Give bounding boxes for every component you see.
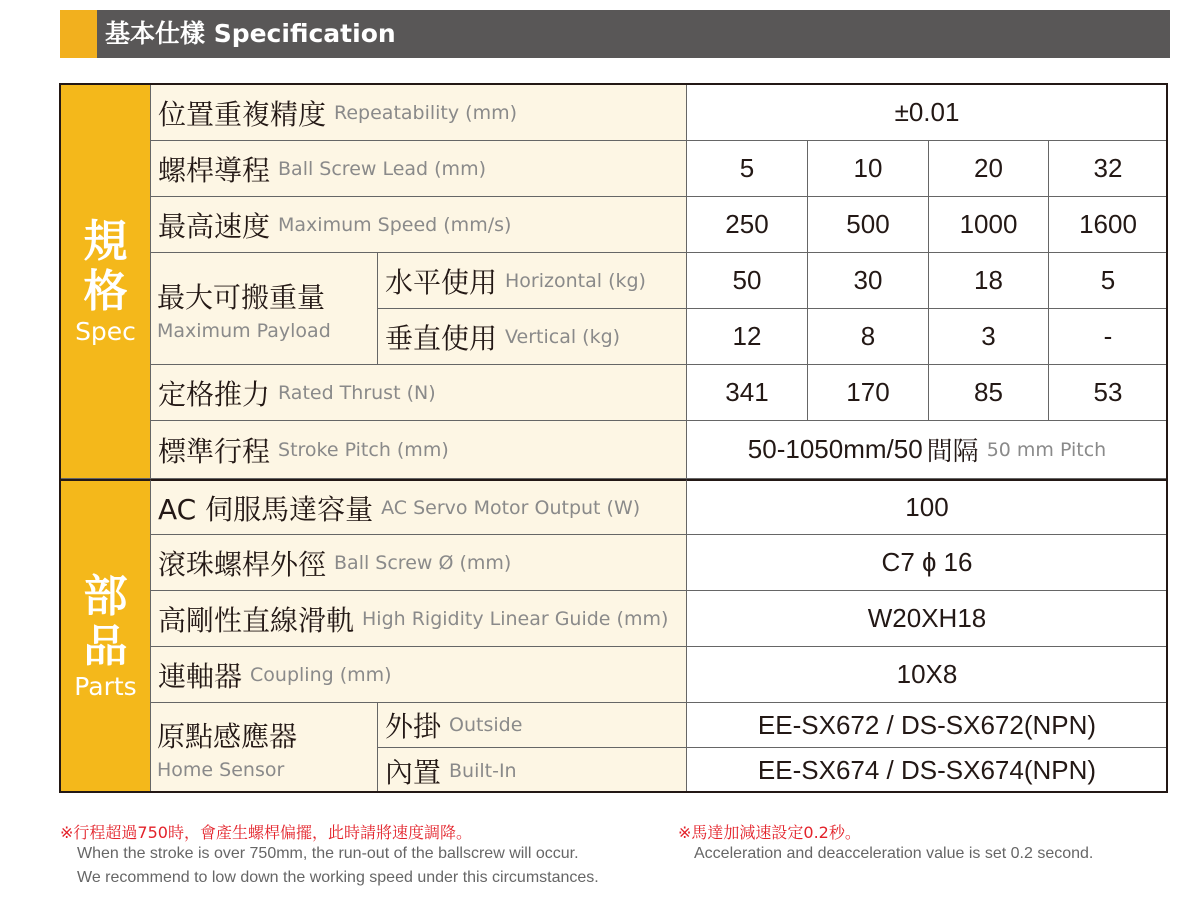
row-motor-label (151, 479, 687, 535)
group-parts (61, 479, 151, 793)
speed-en: Maximum Speed (mm/s) (278, 213, 512, 236)
thrust-en: Rated Thrust (N) (278, 381, 436, 404)
thrust-value-1: 341 (687, 365, 808, 421)
group-spec (61, 85, 151, 479)
row-repeatability-label (151, 85, 687, 141)
thrust-zh: 定格推力 (158, 377, 271, 411)
note-right-en: Acceleration and deacceleration value is set 0.2 second. (694, 845, 1094, 862)
coupling-zh: 連軸器 (158, 659, 243, 693)
sensor-builtin-zh: 內置 (385, 755, 442, 789)
payload-en: Maximum Payload (157, 319, 331, 342)
speed-value-3: 1000 (929, 197, 1049, 253)
group-parts-zh: 部品 (83, 571, 128, 672)
sensor-en: Home Sensor (157, 759, 285, 781)
lead-en: Ball Screw Lead (mm) (278, 157, 486, 180)
vertical-value-2: 8 (808, 309, 929, 365)
horizontal-value-3: 18 (929, 253, 1049, 309)
row-sensor-outside-label (378, 703, 687, 748)
group-parts-en: Parts (74, 672, 137, 701)
screw-dia-zh: 滾珠螺桿外徑 (158, 547, 327, 581)
guide-en: High Rigidity Linear Guide (mm) (362, 607, 669, 630)
horizontal-zh: 水平使用 (385, 265, 498, 299)
group-spec-en: Spec (75, 316, 136, 346)
speed-value-1: 250 (687, 197, 808, 253)
row-horizontal-label (378, 253, 687, 309)
row-stroke-label (151, 421, 687, 479)
row-speed-label (151, 197, 687, 253)
sensor-builtin-value: EE-SX674 / DS-SX674(NPN) (687, 748, 1168, 793)
coupling-en: Coupling (mm) (250, 663, 392, 686)
speed-zh: 最高速度 (158, 209, 271, 243)
stroke-interval-en: 50 mm Pitch (986, 438, 1107, 461)
stroke-interval-zh: 間隔 (926, 437, 979, 467)
row-guide-label (151, 591, 687, 647)
guide-value: W20XH18 (687, 591, 1168, 647)
motor-value: 100 (687, 479, 1168, 535)
vertical-en: Vertical (kg) (505, 325, 621, 348)
vertical-value-3: 3 (929, 309, 1049, 365)
horizontal-value-1: 50 (687, 253, 808, 309)
row-sensor-builtin-label (378, 748, 687, 793)
note-right-zh: ※馬達加減速設定0.2秒。 (678, 823, 861, 842)
horizontal-value-4: 5 (1049, 253, 1168, 309)
lead-value-2: 10 (808, 141, 929, 197)
sensor-zh: 原點感應器 (157, 720, 298, 753)
stroke-range: 50-1050mm/50 (747, 434, 923, 464)
speed-value-4: 1600 (1049, 197, 1168, 253)
note-left-en-1: When the stroke is over 750mm, the run-out of the ballscrew will occur. (77, 845, 579, 862)
group-spec-zh: 規格 (83, 215, 128, 317)
lead-value-3: 20 (929, 141, 1049, 197)
row-screw-dia-label (151, 535, 687, 591)
header-accent (60, 10, 97, 58)
lead-zh: 螺桿導程 (158, 153, 271, 187)
spec-table (59, 83, 1168, 793)
vertical-value-4: - (1049, 309, 1168, 365)
thrust-value-2: 170 (808, 365, 929, 421)
horizontal-value-2: 30 (808, 253, 929, 309)
repeatability-en: Repeatability (mm) (334, 101, 518, 124)
payload-zh: 最大可搬重量 (157, 280, 326, 314)
vertical-value-1: 12 (687, 309, 808, 365)
repeatability-zh: 位置重複精度 (158, 97, 327, 131)
sensor-outside-value: EE-SX672 / DS-SX672(NPN) (687, 703, 1168, 748)
vertical-zh: 垂直使用 (385, 321, 498, 355)
thrust-value-3: 85 (929, 365, 1049, 421)
coupling-value: 10X8 (687, 647, 1168, 703)
stroke-value (687, 421, 1168, 479)
row-vertical-label (378, 309, 687, 365)
row-sensor-label (151, 703, 378, 793)
sensor-builtin-en: Built-In (449, 759, 517, 782)
sensor-outside-zh: 外掛 (385, 710, 442, 743)
stroke-en: Stroke Pitch (mm) (278, 438, 449, 461)
speed-value-2: 500 (808, 197, 929, 253)
sensor-outside-en: Outside (449, 714, 523, 736)
motor-zh: AC 伺服馬達容量 (158, 492, 374, 526)
note-left-en-2: We recommend to low down the working speed under this circumstances. (77, 869, 599, 886)
row-lead-label (151, 141, 687, 197)
row-payload-label (151, 253, 378, 365)
note-left-zh: ※行程超過750時，會產生螺桿偏擺，此時請將速度調降。 (60, 823, 472, 842)
screw-dia-en: Ball Screw Ø (mm) (334, 551, 512, 574)
section-title: 基本仕樣 Specification (97, 10, 1170, 58)
motor-en: AC Servo Motor Output (W) (381, 496, 641, 519)
guide-zh: 高剛性直線滑軌 (158, 603, 355, 637)
screw-dia-value: C7 ɸ 16 (687, 535, 1168, 591)
horizontal-en: Horizontal (kg) (505, 269, 646, 292)
lead-value-4: 32 (1049, 141, 1168, 197)
row-thrust-label (151, 365, 687, 421)
repeatability-value: ±0.01 (687, 85, 1168, 141)
thrust-value-4: 53 (1049, 365, 1168, 421)
lead-value-1: 5 (687, 141, 808, 197)
stroke-zh: 標準行程 (158, 434, 271, 468)
row-coupling-label (151, 647, 687, 703)
